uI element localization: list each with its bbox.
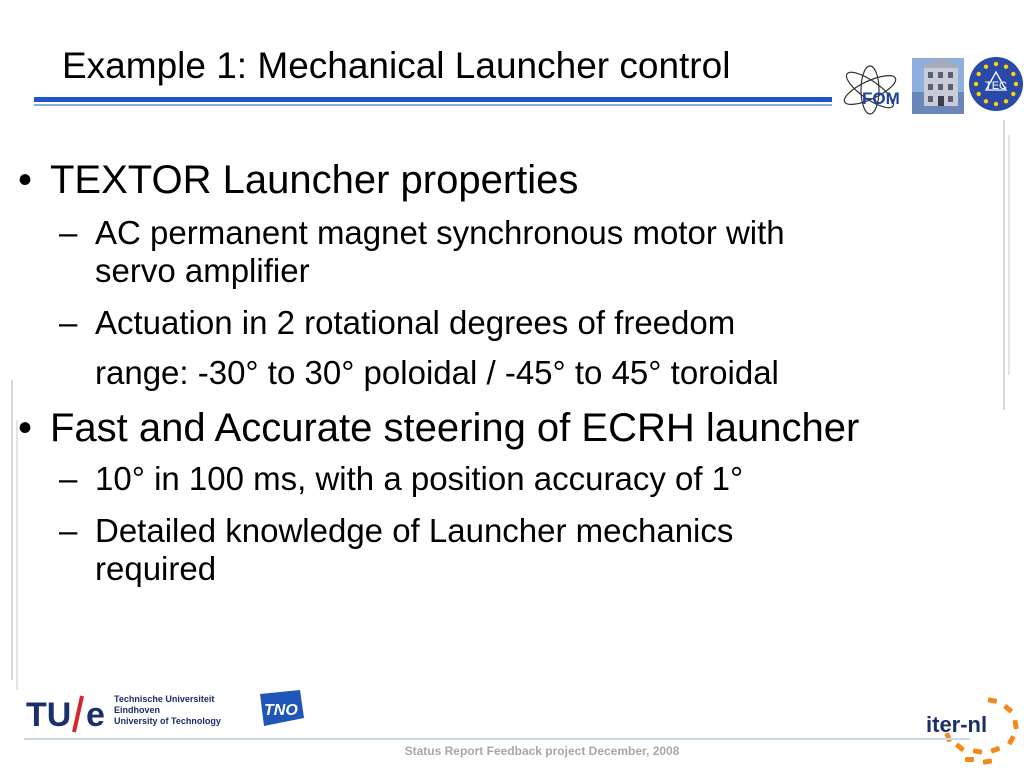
slide-content — [18, 152, 1008, 602]
tno-logo — [254, 688, 306, 728]
left-decor-line — [11, 380, 13, 680]
tec-logo-text: TEC — [985, 80, 1007, 92]
dash-glyph: – — [59, 512, 78, 549]
fom-logo-text: FOM — [862, 89, 900, 108]
tue-logo-text — [114, 694, 221, 727]
slide-title: Example 1: Mechanical Launcher control — [62, 45, 731, 86]
bullet-text: Fast and Accurate steering of ECRH launcher — [50, 406, 860, 450]
tue-logo — [26, 692, 226, 734]
subitem-continuation: required — [95, 550, 217, 587]
footer-text: Status Report Feedback project December, 2008 — [404, 744, 680, 758]
title-underline-thin — [34, 104, 832, 106]
subitem-range — [18, 354, 1008, 392]
tue-line-1: Technische Universiteit — [114, 694, 215, 704]
bullet-text: TEXTOR Launcher properties — [50, 158, 579, 202]
subitem-speed — [18, 460, 1008, 498]
tec-logo — [968, 56, 1024, 112]
svg-text:e: e — [86, 696, 105, 734]
subitem-text: 10° in 100 ms, with a position accuracy of 1° — [95, 460, 744, 497]
dash-glyph: – — [59, 214, 78, 251]
subitem-text: Detailed knowledge of Launcher mechanics — [95, 512, 734, 549]
building-logo — [912, 58, 964, 114]
bullet-glyph: • — [18, 158, 33, 202]
tue-line-3: University of Technology — [114, 716, 221, 726]
subitem-actuation — [18, 304, 1008, 342]
title-underline — [34, 97, 832, 102]
subitem-continuation: range: -30° to 30° poloidal / -45° to 45° toroidal — [95, 354, 779, 391]
svg-text:TU: TU — [26, 696, 72, 734]
bullet-glyph: • — [18, 406, 33, 450]
bullet-textor — [18, 152, 1008, 208]
subitem-knowledge — [18, 512, 1008, 588]
subitem-motor — [18, 214, 1008, 290]
fom-logo — [838, 62, 908, 116]
footer-rule — [24, 738, 970, 740]
subitem-text: AC permanent magnet synchronous motor with — [95, 214, 785, 251]
dash-glyph: – — [59, 460, 78, 497]
right-decor-line-inner — [1008, 135, 1010, 375]
subitem-text: Actuation in 2 rotational degrees of freedom — [95, 304, 736, 341]
tno-logo-text: TNO — [264, 702, 298, 719]
dash-glyph: – — [59, 304, 78, 341]
subitem-continuation: servo amplifier — [95, 252, 310, 289]
iternl-logo-text: iter-nl — [926, 712, 988, 737]
bullet-steering — [18, 400, 1008, 456]
tue-line-2: Eindhoven — [114, 705, 161, 715]
